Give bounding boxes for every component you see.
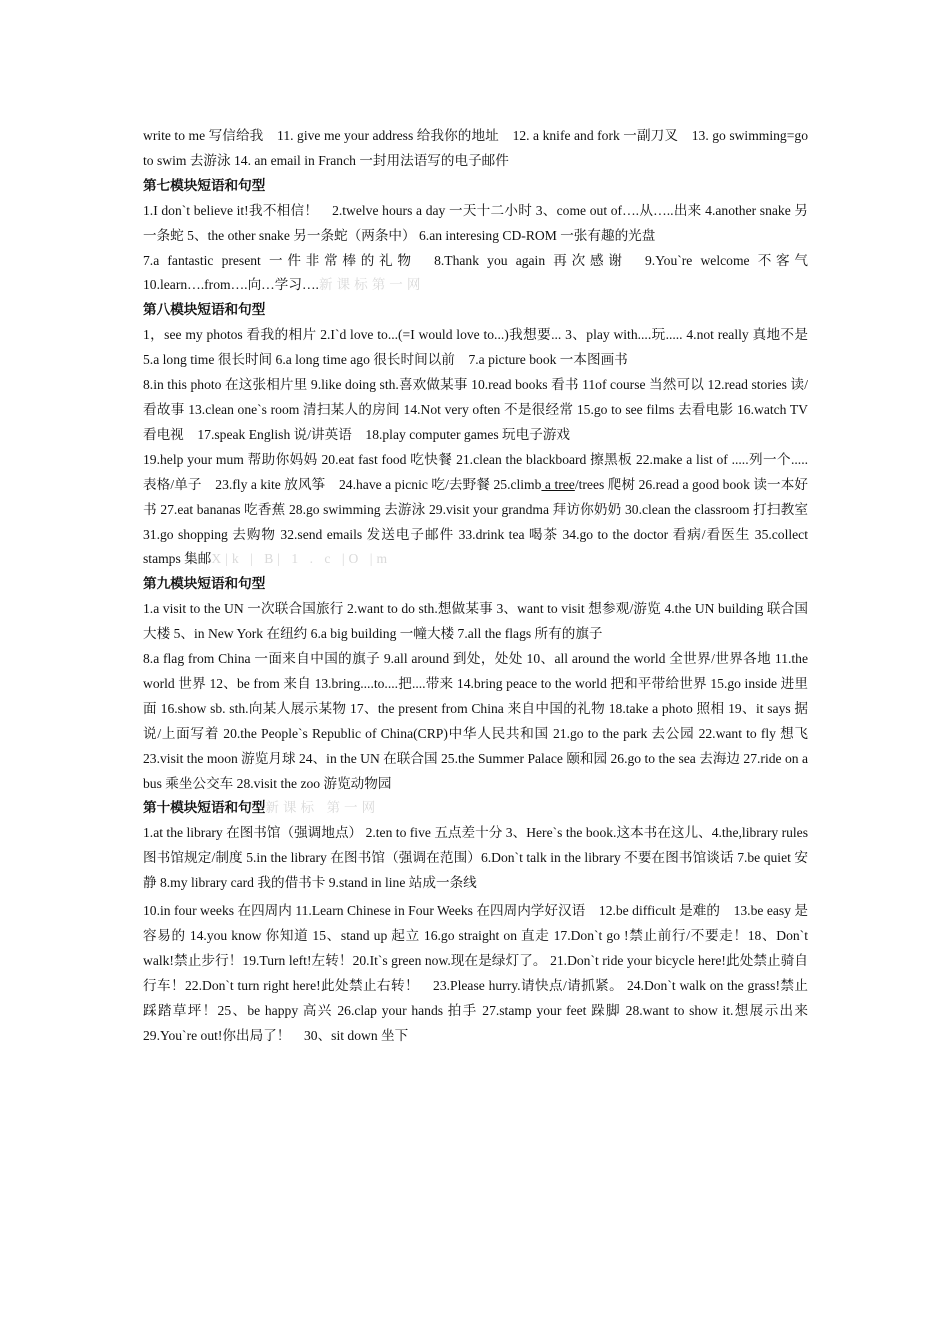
module7-heading-text: 第七模块短语和句型 (143, 177, 266, 194)
module9-phrases-1: 1.a visit to the UN 一次联合国旅行 2.want to do sth.想做某事 3、want to visit 想参观/游览 4.the UN building 联合国大楼 5、in New York 在纽约 6.a big building 一幢大楼 7.all the flags 所有的旗子 (143, 601, 808, 642)
watermark: X|k | B| 1 . c |O |m (211, 551, 392, 567)
module10-heading-text: 第十模块短语和句型 (143, 800, 266, 817)
module8-phrases-3a: 19.help your mum 帮助你妈妈 20.eat fast food 吃快餐 21.clean the blackboard 擦黑板 22.make a list of .....列一个.....表格/单子 23.fly a kite 放风筝 24.have a picnic 吃/去野餐 25.climb (143, 451, 808, 492)
underlined-a-tree: a tree (541, 476, 575, 492)
module7-heading (143, 174, 808, 199)
module8-phrases-1: 1，see my photos 看我的相片 2.I`d love to...(=I would love to...)我想要... 3、play with....玩..... 4.not really 真地不是 5.a long time 很长时间 6.a long time ago 很长时间以前 7.a picture book 一本图画书 (143, 327, 808, 368)
module7-phrases-2 (143, 249, 822, 299)
module7-phrases-2-text: 7.a fantastic present 一件非常棒的礼物 8.Thank you again 再次感谢 9.You`re welcome 不客气 10.learn….from….向…学习…. (143, 252, 822, 293)
module8-heading: 第八模块短语和句型 (143, 302, 266, 319)
module8-phrases-3 (143, 448, 808, 573)
module10-phrases-1: 1.at the library 在图书馆（强调地点） 2.ten to five 五点差十分 3、Here`s the book.这本书在这儿、4.the,library rules 图书馆规定/制度 5.in the library 在图书馆（强调在范围）6.Don`t talk in the library 不要在图书馆谈话 7.be quiet 安静 8.my library card 我的借书卡 9.stand in line 站成一条线 (143, 825, 808, 891)
module8-phrases-3b: /trees 爬树 26.read a good book 读一本好书 27.eat bananas 吃香蕉 28.go swimming 去游泳 29.visit your grandma 拜访你奶奶 30.clean the classroom 打扫教室 31.go shopping 去购物 32.send emails 发送电子邮件 33.drink tea 喝茶 34.go to the doctor 看病/看医生 35.collect stamps 集邮 (143, 476, 809, 567)
module10-heading (143, 796, 808, 821)
module8-phrases-2: 8.in this photo 在这张相片里 9.like doing sth.喜欢做某事 10.read books 看书 11of course 当然可以 12.read stories 读/看故事 13.clean one`s room 清扫某人的房间 14.Not very often 不是很经常 15.go to see films 去看电影 16.watch TV 看电视 17.speak English 说/讲英语 18.play computer games 玩电子游戏 (143, 377, 808, 442)
module10-phrases-2: 10.in four weeks 在四周内 11.Learn Chinese in Four Weeks 在四周内学好汉语 12.be difficult 是难的 13.be easy 是容易的 14.you know 你知道 15、stand up 起立 16.go straight on 直走 17.Don`t go !禁止前行/不要走！18、Don`t walk!禁止步行！19.Turn left!左转！20.It`s green now.现在是绿灯了。 21.Don`t ride your bicycle here!此处禁止骑自行车！22.Don`t turn right here!此处禁止右转！ 23.Please hurry.请快点/请抓紧。 24.Don`t walk on the grass!禁止踩踏草坪！25、be happy 高兴 26.clap your hands 拍手 27.stamp your feet 跺脚 28.want to show it.想展示出来 29.You`re out!你出局了！ 30、sit down 坐下 (143, 903, 808, 1043)
watermark: 新课标第一网 (318, 277, 425, 293)
module6-phrases-end: write to me 写信给我 11. give me your address 给我你的地址 12. a knife and fork 一副刀叉 13. go swimming=go to swim 去游泳 14. an email in Franch 一封用法语写的电子邮件 (143, 128, 808, 168)
document-page (143, 124, 822, 1049)
module9-phrases-2: 8.a flag from China 一面来自中国的旗子 9.all around 到处，处处 10、all around the world 全世界/世界各地 11.the world 世界 12、be from 来自 13.bring....to....把....带来 14.bring peace to the world 把和平带给世界 15.go inside 进里面 16.show sb. sth.向某人展示某物 17、the present from China 来自中国的礼物 18.take a photo 照相 19、it says 据说/上面写着 20.the People`s Republic of China(CRP)中华人民共和国 21.go to the park 去公园 22.want to fly 想飞 23.visit the moon 游览月球 24、in the UN 在联合国 25.the Summer Palace 颐和园 26.go to the sea 去海边 27.ride on a bus 乘坐公交车 28.visit the zoo 游览动物园 (143, 651, 808, 791)
module7-phrases-1: 1.I don`t believe it!我不相信！ 2.twelve hours a day 一天十二小时 3、come out of….从…..出来 4.another snake 另一条蛇 5、the other snake 另一条蛇（两条中） 6.an interesing CD-ROM 一张有趣的光盘 (143, 202, 808, 243)
module9-heading: 第九模块短语和句型 (143, 576, 266, 593)
watermark: 新课标 第一网 (265, 800, 380, 817)
